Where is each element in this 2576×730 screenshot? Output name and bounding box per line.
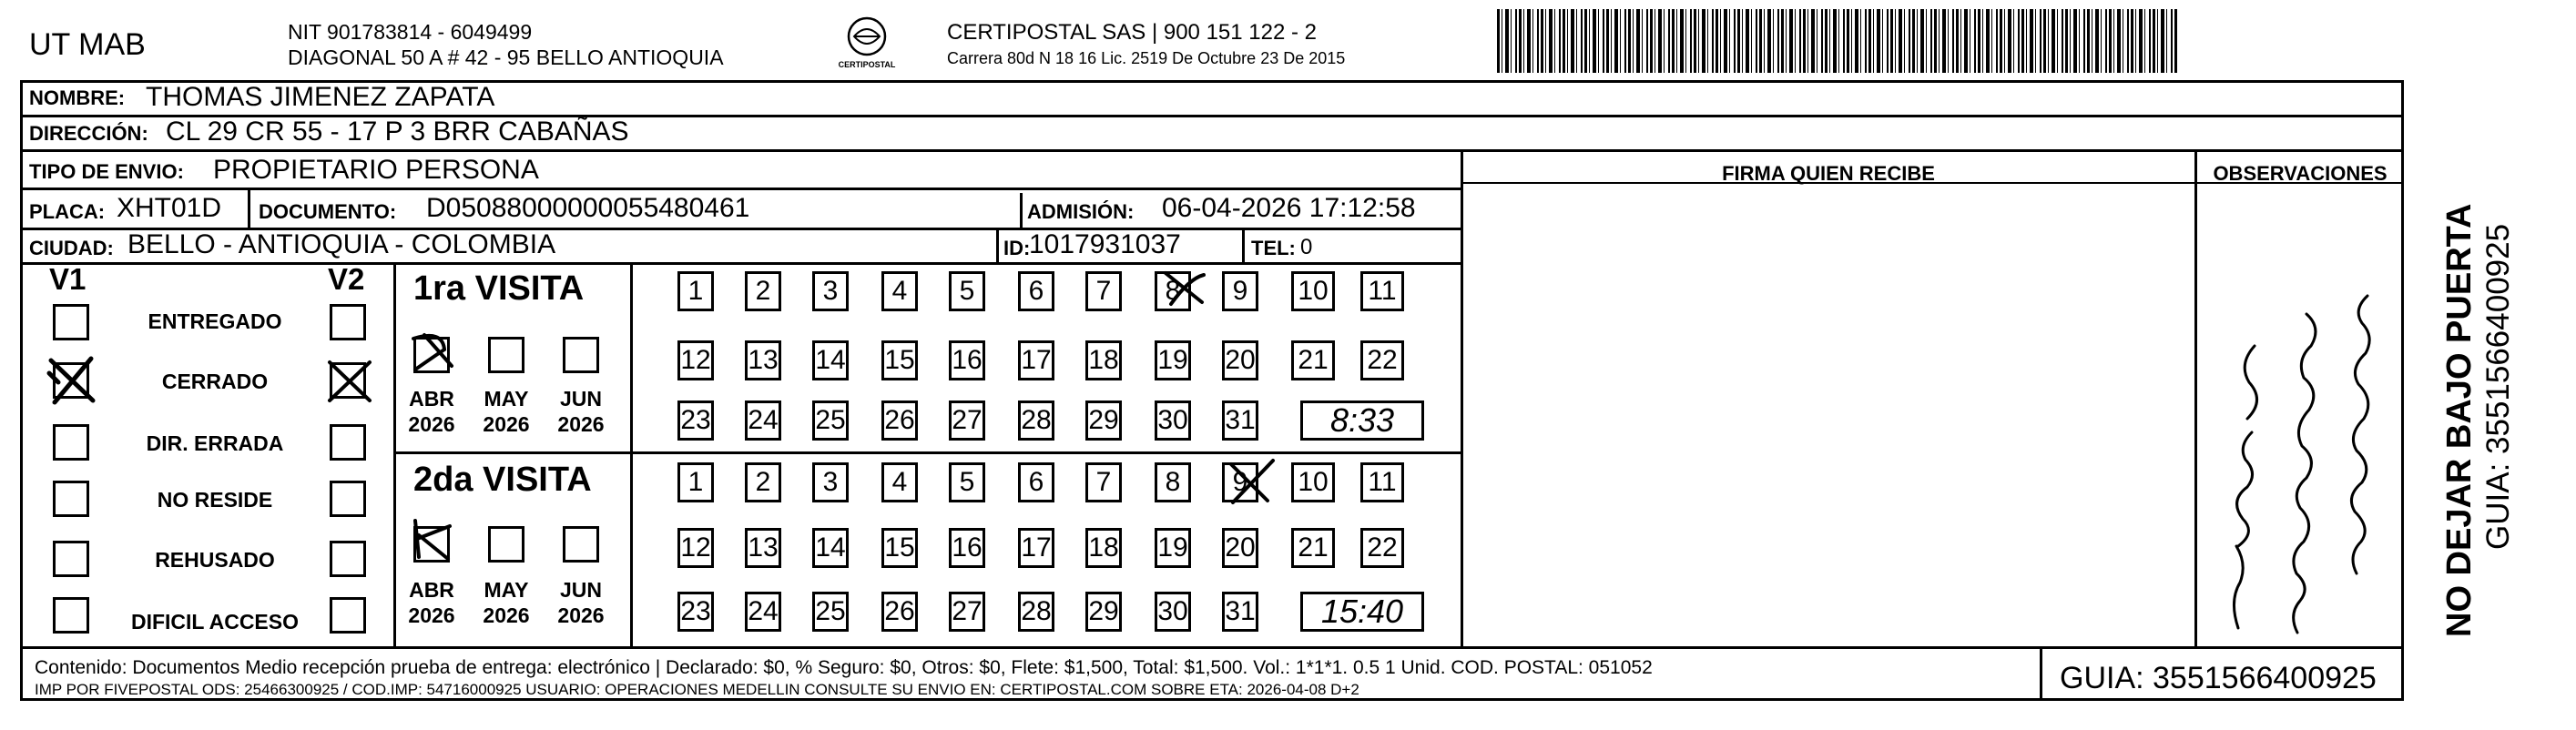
observaciones-label: OBSERVACIONES [2213, 162, 2388, 185]
day-box[interactable]: 23 [677, 400, 714, 441]
tipo-envio-value: PROPIETARIO PERSONA [213, 155, 539, 185]
day-box[interactable]: 27 [949, 400, 985, 441]
day-box[interactable]: 2 [745, 462, 781, 502]
day-box[interactable]: 28 [1018, 592, 1054, 632]
month-checkbox-jun[interactable] [563, 337, 599, 373]
visit-title: 2da VISITA [413, 461, 592, 499]
day-box[interactable]: 26 [881, 400, 918, 441]
v1-rehusado-checkbox[interactable] [53, 541, 89, 577]
day-box[interactable]: 30 [1155, 400, 1191, 441]
certipostal-logo [830, 13, 903, 76]
day-box[interactable]: 14 [812, 340, 849, 380]
status-option-label: DIFICIL ACCESO [130, 610, 299, 634]
logo-caption: CERTIPOSTAL [838, 60, 896, 69]
day-box[interactable]: 25 [812, 400, 849, 441]
day-box[interactable]: 2 [745, 271, 781, 311]
day-box[interactable]: 16 [949, 340, 985, 380]
day-box[interactable]: 6 [1018, 271, 1054, 311]
month-checkbox-jun[interactable] [563, 526, 599, 563]
v1-dificil-acceso-checkbox[interactable] [53, 597, 89, 634]
month-checkbox-abr[interactable] [413, 337, 450, 373]
day-box[interactable]: 4 [881, 462, 918, 502]
day-box[interactable]: 9 [1222, 271, 1258, 311]
day-box[interactable]: 8 [1155, 271, 1191, 311]
day-box[interactable]: 1 [677, 462, 714, 502]
nombre-value: THOMAS JIMENEZ ZAPATA [146, 82, 495, 112]
certipostal-info: CERTIPOSTAL SAS | 900 151 122 - 2 [947, 20, 1317, 45]
day-box[interactable]: 19 [1155, 528, 1191, 568]
day-box[interactable]: 12 [677, 528, 714, 568]
month-may: MAY 2026 [483, 387, 530, 436]
barcode [1497, 9, 2178, 73]
tel-value: 0 [1300, 235, 1313, 259]
day-box[interactable]: 29 [1085, 592, 1122, 632]
day-box[interactable]: 29 [1085, 400, 1122, 441]
day-box[interactable]: 13 [745, 340, 781, 380]
day-box[interactable]: 11 [1360, 462, 1404, 502]
day-box[interactable]: 9 [1222, 462, 1258, 502]
v2-cerrado-checkbox[interactable] [330, 362, 366, 399]
placa-value: XHT01D [117, 193, 222, 223]
warning-text: NO DEJAR BAJO PUERTA [2440, 203, 2479, 637]
footer-imp: IMP POR FIVEPOSTAL ODS: 25466300925 / COD.IMP: 54716000925 USUARIO: OPERACIONES MEDELLIN CONSULTE SU ENVIO EN: CERTIPOSTAL.COM SOBRE ETA: 2026-04-08 D+2 [35, 681, 1359, 698]
tel-label: TEL: [1251, 237, 1296, 259]
day-box[interactable]: 30 [1155, 592, 1191, 632]
month-checkbox-may[interactable] [488, 337, 524, 373]
company-nit: NIT 901783814 - 6049499 [288, 20, 533, 44]
day-box[interactable]: 24 [745, 592, 781, 632]
day-box[interactable]: 14 [812, 528, 849, 568]
day-box[interactable]: 3 [812, 271, 849, 311]
day-box[interactable]: 22 [1360, 340, 1404, 380]
admision-label: ADMISIÓN: [1027, 200, 1135, 223]
v2-dir-errada-checkbox[interactable] [330, 424, 366, 461]
day-box[interactable]: 7 [1085, 462, 1122, 502]
month-checkbox-abr[interactable] [413, 526, 450, 563]
day-box[interactable]: 31 [1222, 400, 1258, 441]
day-box[interactable]: 26 [881, 592, 918, 632]
day-box[interactable]: 28 [1018, 400, 1054, 441]
day-box[interactable]: 21 [1291, 340, 1335, 380]
month-jun: JUN 2026 [557, 387, 605, 436]
v2-dificil-acceso-checkbox[interactable] [330, 597, 366, 634]
firma-label: FIRMA QUIEN RECIBE [1722, 162, 1935, 185]
day-box[interactable]: 13 [745, 528, 781, 568]
day-box[interactable]: 1 [677, 271, 714, 311]
placa-label: PLACA: [29, 200, 106, 223]
admision-value: 06-04-2026 17:12:58 [1162, 193, 1416, 223]
day-box[interactable]: 19 [1155, 340, 1191, 380]
status-option-label: REHUSADO [155, 548, 275, 572]
visit-title: 1ra VISITA [413, 269, 585, 308]
v1-entregado-checkbox[interactable] [53, 304, 89, 340]
v1-cerrado-checkbox[interactable] [53, 362, 89, 399]
documento-label: DOCUMENTO: [259, 200, 397, 223]
ciudad-value: BELLO - ANTIOQUIA - COLOMBIA [127, 229, 556, 259]
license-info: Carrera 80d N 18 16 Lic. 2519 De Octubre 23 De 2015 [947, 49, 1346, 67]
status-option-label: DIR. ERRADA [146, 431, 284, 455]
day-box[interactable]: 21 [1291, 528, 1335, 568]
visit-time[interactable]: 15:40 [1300, 592, 1424, 632]
documento-value: D05088000000055480461 [426, 193, 750, 223]
day-box[interactable]: 24 [745, 400, 781, 441]
day-box[interactable]: 12 [677, 340, 714, 380]
status-option-label: ENTREGADO [148, 309, 282, 333]
v1-no-reside-checkbox[interactable] [53, 481, 89, 517]
day-box[interactable]: 17 [1018, 528, 1054, 568]
v2-entregado-checkbox[interactable] [330, 304, 366, 340]
day-box[interactable]: 23 [677, 592, 714, 632]
day-box[interactable]: 17 [1018, 340, 1054, 380]
direccion-value: CL 29 CR 55 - 17 P 3 BRR CABAÑAS [166, 117, 629, 147]
v2-label: V2 [328, 262, 365, 296]
day-box[interactable]: 10 [1291, 271, 1335, 311]
month-checkbox-may[interactable] [488, 526, 524, 563]
day-box[interactable]: 15 [881, 340, 918, 380]
company-address: DIAGONAL 50 A # 42 - 95 BELLO ANTIOQUIA [288, 46, 724, 69]
tipo-envio-label: TIPO DE ENVIO: [29, 160, 184, 183]
company-name: UT MAB [29, 27, 146, 62]
side-guia: GUIA: 3551566400925 [2480, 223, 2516, 550]
month-abr: ABR 2026 [408, 578, 455, 627]
day-box[interactable]: 3 [812, 462, 849, 502]
day-box[interactable]: 31 [1222, 592, 1258, 632]
day-box[interactable]: 6 [1018, 462, 1054, 502]
v1-dir-errada-checkbox[interactable] [53, 424, 89, 461]
id-value: 1017931037 [1029, 229, 1181, 259]
day-box[interactable]: 8 [1155, 462, 1191, 502]
status-option-label: CERRADO [161, 370, 269, 393]
v2-no-reside-checkbox[interactable] [330, 481, 366, 517]
day-box[interactable]: 10 [1291, 462, 1335, 502]
day-box[interactable]: 20 [1222, 340, 1258, 380]
month-may: MAY 2026 [483, 578, 530, 627]
day-box[interactable]: 5 [949, 462, 985, 502]
day-box[interactable]: 4 [881, 271, 918, 311]
nombre-label: NOMBRE: [29, 86, 126, 109]
v1-label: V1 [49, 262, 87, 296]
footer-contenido: Contenido: Documentos Medio recepción prueba de entrega: electrónico | Declarado: $0, % Seguro: $0, Otros: $0, Flete: $1,500, Total: $1,500. Vol.: 1*1*1. 0.5 1 Unid. COD. POSTAL: 051052 [35, 657, 1653, 678]
day-box[interactable]: 27 [949, 592, 985, 632]
day-box[interactable]: 25 [812, 592, 849, 632]
month-abr: ABR 2026 [408, 387, 455, 436]
v2-rehusado-checkbox[interactable] [330, 541, 366, 577]
day-box[interactable]: 11 [1360, 271, 1404, 311]
handwritten-observation [2202, 273, 2393, 637]
status-option-label: NO RESIDE [157, 488, 273, 512]
day-box[interactable]: 18 [1085, 528, 1122, 568]
visit-time[interactable]: 8:33 [1300, 400, 1424, 441]
ciudad-label: CIUDAD: [29, 237, 114, 259]
footer-guia: GUIA: 3551566400925 [2060, 661, 2377, 695]
day-box[interactable]: 16 [949, 528, 985, 568]
direccion-label: DIRECCIÓN: [29, 122, 148, 145]
day-box[interactable]: 20 [1222, 528, 1258, 568]
id-label: ID: [1003, 237, 1031, 259]
day-box[interactable]: 15 [881, 528, 918, 568]
day-box[interactable]: 18 [1085, 340, 1122, 380]
day-box[interactable]: 5 [949, 271, 985, 311]
day-box[interactable]: 7 [1085, 271, 1122, 311]
month-jun: JUN 2026 [557, 578, 605, 627]
day-box[interactable]: 22 [1360, 528, 1404, 568]
